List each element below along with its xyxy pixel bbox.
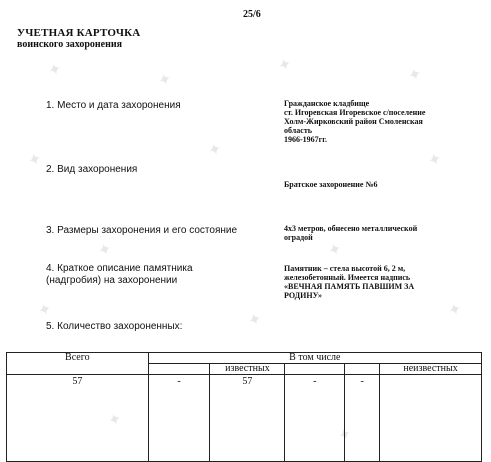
known-cell: 57 [210, 375, 285, 462]
card-subtitle: воинского захоронения [17, 39, 123, 50]
watermark-icon: ✦ [105, 408, 125, 431]
burial-size-value [284, 224, 470, 242]
value-line: Братское захоронение №6 [284, 180, 378, 189]
total-header: Всего [7, 353, 149, 375]
table-header-row [7, 353, 482, 364]
watermark-icon: ✦ [25, 148, 45, 171]
watermark-icon: ✦ [95, 238, 115, 261]
value-line: 4x3 метров, обнесено металлической [284, 224, 418, 233]
watermark-icon: ✦ [35, 298, 55, 321]
unknown-cell [380, 375, 482, 462]
burial-size-label: 3. Размеры захоронения и его состояние [46, 225, 238, 236]
buried-count-label: 5. Количество захороненных: [46, 321, 183, 332]
including-header: В том числе [148, 353, 481, 364]
burial-type-value [284, 180, 470, 189]
watermark-icon: ✦ [425, 148, 445, 171]
cell: - [285, 375, 345, 462]
known-header: известных [210, 364, 285, 375]
value-line: ст. Игоревская Игоревское с/поселение [284, 108, 426, 117]
value-line: железобетонный. Имеется надпись [284, 273, 411, 282]
table-row [7, 375, 482, 462]
watermark-icon: ✦ [275, 53, 295, 76]
watermark-icon: ✦ [325, 238, 345, 261]
watermark-icon: ✦ [45, 58, 65, 81]
burial-type-label: 2. Вид захоронения [46, 164, 138, 175]
value-line: Памятник – стела высотой 6, 2 м, [284, 264, 406, 273]
page-number: 25/6 [243, 9, 261, 20]
monument-description-value [284, 264, 470, 300]
label-line: 4. Краткое описание памятника [46, 263, 193, 274]
subheader-cell [345, 364, 380, 375]
subheader-cell [148, 364, 210, 375]
value-line: область [284, 126, 312, 135]
watermark-icon: ✦ [245, 308, 265, 331]
value-line: Холм-Жирковский район Смоленская [284, 117, 423, 126]
watermark-icon: ✦ [405, 63, 425, 86]
cell: - [345, 375, 380, 462]
subheader-cell [285, 364, 345, 375]
cell: - [148, 375, 210, 462]
watermark-icon: ✦ [205, 138, 225, 161]
unknown-header: неизвестных [380, 364, 482, 375]
burial-place-label: 1. Место и дата захоронения [46, 100, 181, 111]
watermark-icon: ✦ [445, 298, 465, 321]
value-line: РОДИНУ» [284, 291, 322, 300]
value-line: 1966-1967гг. [284, 135, 328, 144]
value-line: оградой [284, 233, 313, 242]
total-cell: 57 [7, 375, 149, 462]
value-line: Гражданское кладбище [284, 99, 370, 108]
watermark-icon: ✦ [335, 423, 355, 446]
watermark-icon: ✦ [155, 68, 175, 91]
buried-count-table [6, 352, 482, 462]
label-line: (надгробия) на захоронении [46, 275, 178, 286]
value-line: «ВЕЧНАЯ ПАМЯТЬ ПАВШИМ ЗА [284, 282, 415, 291]
burial-place-value [284, 99, 470, 144]
monument-description-label [46, 263, 193, 287]
card-title: УЧЕТНАЯ КАРТОЧКА [17, 27, 141, 39]
